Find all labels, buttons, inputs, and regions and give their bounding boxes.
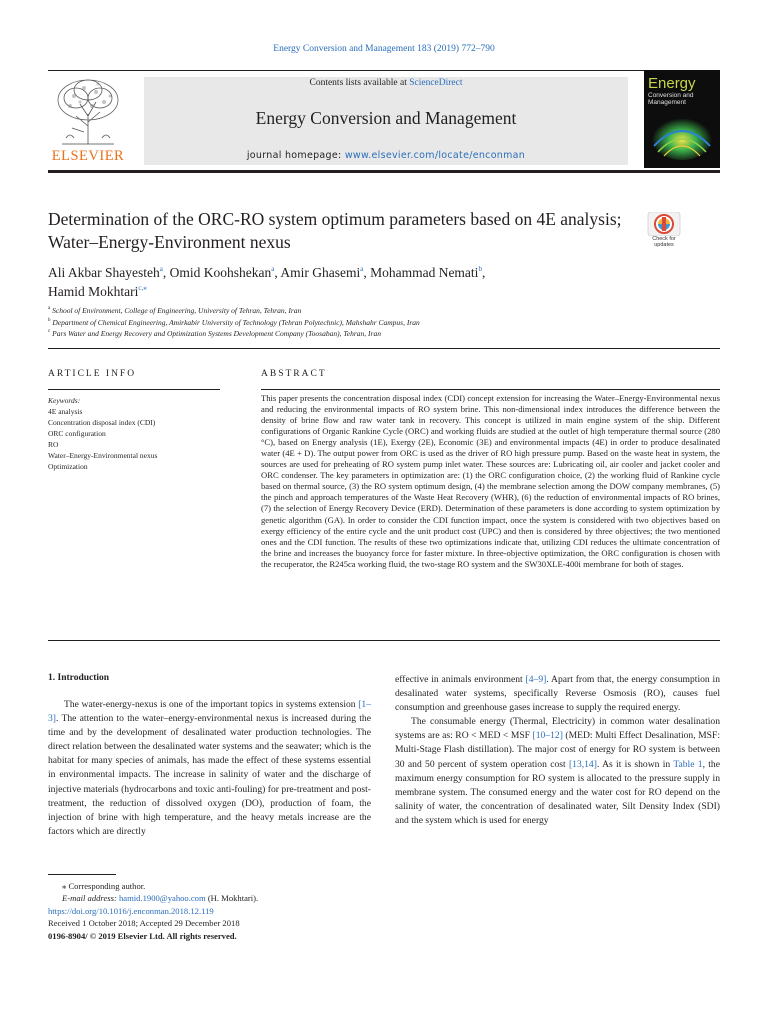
author-affiliation-marker[interactable]: b xyxy=(478,265,482,273)
author-name[interactable]: Ali Akbar Shayesteh xyxy=(48,265,160,280)
article-info-rule xyxy=(48,389,220,390)
author-name[interactable]: Amir Ghasemi xyxy=(280,265,361,280)
homepage-link[interactable]: www.elsevier.com/locate/enconman xyxy=(344,150,526,161)
crossmark-label: Check for updates xyxy=(652,236,676,248)
cover-artwork-icon xyxy=(644,106,720,168)
affiliation-c-text: Pars Water and Energy Recovery and Optimization Systems Development Company (Toosaban), Tehran, Iran xyxy=(52,329,381,338)
keywords-label: Keywords: xyxy=(48,396,81,405)
header-rule-top xyxy=(48,70,720,71)
affiliation-b-text: Department of Chemical Engineering, Amirkabir University of Technology (Tehran Polytechnic), Mahshahr Campus, Iran xyxy=(52,318,420,327)
author-name[interactable]: Hamid Mokhtari xyxy=(48,284,139,299)
body-left-column xyxy=(48,698,371,839)
corresponding-author-note: ⁎ Corresponding author. xyxy=(62,881,146,891)
journal-name: Energy Conversion and Management xyxy=(255,108,517,128)
intro-paragraph-1-continued xyxy=(395,673,720,715)
abstract-end-rule xyxy=(48,640,720,641)
author-separator: , xyxy=(162,265,170,280)
intro-paragraph-2 xyxy=(395,715,720,828)
keyword-item: Optimization xyxy=(48,462,88,471)
paragraph-text: . As it is shown in xyxy=(596,758,674,770)
paper-title: Determination of the ORC-RO system optimum parameters based on 4E analysis; Water–Energy-Environment nexus xyxy=(48,209,622,252)
header-rule-thick xyxy=(48,170,720,173)
author-list xyxy=(48,263,648,301)
body-right-column xyxy=(395,673,720,828)
affiliation-a-text: School of Environment, College of Engineering, University of Tehran, Tehran, Iran xyxy=(52,306,302,315)
paragraph-text: , the maximum energy consumption for RO system is allocated to the pressure supply in membrane system. The consumed energy and the water cost for RO depend on the salinity of water, the concentration of desalinated water, Silt Density Index (SDI) and the system which is used for energy xyxy=(395,758,720,826)
contents-prefix: Contents lists available at xyxy=(309,78,410,88)
citation-link[interactable]: Table 1 xyxy=(673,758,703,770)
citation-link[interactable]: [1–3] xyxy=(48,699,371,725)
keywords-block xyxy=(48,395,220,472)
author-separator: , xyxy=(274,265,281,280)
intro-paragraph-1 xyxy=(48,698,371,839)
footnote-rule xyxy=(48,874,116,875)
author-separator: , xyxy=(363,265,371,280)
crossmark-icon xyxy=(645,212,683,236)
paragraph-text: (MED: Multi Effect Desalination, MSF: Multi-Stage Flash distillation). The major cost of energy for RO system is between 30 and 50 percent of system operation cost xyxy=(395,730,720,770)
introduction-heading: 1. Introduction xyxy=(48,673,110,683)
affiliation-a xyxy=(48,306,301,315)
citation-link[interactable]: [4–9] xyxy=(525,674,547,685)
journal-citation[interactable]: Energy Conversion and Management 183 (2019) 772–790 xyxy=(273,44,495,54)
doi-link[interactable]: https://doi.org/10.1016/j.enconman.2018.12.119 xyxy=(48,905,214,916)
citation-link[interactable]: [13,14] xyxy=(568,758,597,770)
elsevier-tree-icon xyxy=(54,76,122,146)
cover-subtitle: Conversion and Management xyxy=(648,92,694,106)
publisher-wordmark: ELSEVIER xyxy=(51,148,125,164)
keyword-item: Concentration disposal index (CDI) xyxy=(48,418,156,427)
keyword-item: Water–Energy-Environmental nexus xyxy=(48,451,158,460)
copyright-line: 0196-8904/ © 2019 Elsevier Ltd. All rights reserved. xyxy=(48,930,237,941)
article-info-heading: ARTICLE INFO xyxy=(48,369,137,379)
author-affiliation-marker[interactable]: a xyxy=(271,265,275,273)
email-suffix: (H. Mokhtari). xyxy=(205,893,259,904)
paragraph-text: . Apart from that, the energy consumption in desalinated water systems, specifically Reverse Osmosis (RO), causes fuel consumption and greenhouse gases increase to supply the required energy. xyxy=(395,674,720,714)
author-affiliation-marker[interactable]: a xyxy=(360,265,364,273)
affiliation-b xyxy=(48,318,420,327)
paragraph-text: effective in animals environment xyxy=(395,674,526,685)
author-separator: , xyxy=(481,265,486,280)
author-affiliation-marker[interactable]: c,⁎ xyxy=(138,284,147,292)
keyword-item: RO xyxy=(48,440,59,449)
keyword-item: ORC configuration xyxy=(48,429,106,438)
email-link[interactable]: hamid.1900@yahoo.com xyxy=(118,893,206,904)
abstract-body: This paper presents the concentration disposal index (CDI) concept extension for increasing the Water–Energy-Environmental nexus and reducing the environmental impacts of RO system brine. This non-dimensional index introduces the difference between the density of brine flow and raw water tank in recovery. This concept is utilized in main engine system of the ship. Different configurations of Organic Rankine Cycle (ORC) and working fluids are studied at the outlet of high temperature thermal source (280 °C), based on Energy analysis (1E), Exergy (2E), Economic (3E) and environmental impacts (4E) in order to produce desalinated water (4E + D). The output power from ORC is used as the driver of RO high pressure pump. Based on the waste heat in system, the sources are used for preheating of RO system pump inlet water. These sources are: Lubricating oil, air cooler and jacket cooler and ORC condenser. The key parameters in optimization are: (1) the ORC configuration choice, (2) the working fluid of Rankine cycle based on thermal source, (3) the RO system optimum design, (4) the membrane selection among the DOW company membranes, (5) the pinch and approach temperatures of the Waste Heat Recovery (WHR), (6) the reduction of environmental impacts of RO brines, (7) the selection of Energy Recovery Device (ERD). Determination of these parameters is done according to system optimization by genetic algorithm (GA). In order to consider the CDI function impact, once the system is considered with two objectives based on exergy efficiency of the entire cycle and the unit product cost (UPC) and then is considered by three objectives; the two mentioned ones and the CDI function. The results of these two optimizations indicate that, utilizing CDI reduces the ultimate concentration of the brine and increases the buoyancy force for faster mixture. In three-objective optimization, the ORC configuration is chosen with the recuperator, the R245ca working fluid, the two-stage RO system and the SW30XLE-400i membrane for both of stages. xyxy=(261,393,720,569)
author-name[interactable]: Mohammad Nemati xyxy=(370,265,479,280)
affiliation-c xyxy=(48,329,381,338)
email-label: E-mail address: xyxy=(62,893,117,904)
check-for-updates-badge[interactable] xyxy=(645,212,683,252)
homepage-prefix: journal homepage: xyxy=(246,150,345,161)
sciencedirect-link[interactable]: ScienceDirect xyxy=(409,78,463,88)
abstract-rule xyxy=(261,389,720,390)
affiliation-c-marker: c xyxy=(48,329,51,334)
paragraph-text: . The attention to the water–energy-environmental nexus is increased during the time and by the development of desalinated water production technologies. The direct relation between the desalinated water systems and the seawater; which is the habitat for many species of animals, has made the effect of these systems essential in environmental impacts. The increase in salinity of water and the discharge of injective materials (hydrocarbons and toxic anti-fouling) for pre-treatment and post-treatment, the reduction of dissolved oxygen (DO), production of foam, the injection of brine with high temperature, and the heavy metals increase are the factors which are directly xyxy=(48,713,371,837)
keyword-item: 4E analysis xyxy=(48,407,83,416)
homepage-line xyxy=(144,150,628,161)
affiliation-b-marker: b xyxy=(48,318,51,323)
journal-cover-thumbnail[interactable] xyxy=(644,70,720,168)
elsevier-logo[interactable] xyxy=(48,76,128,166)
abstract-heading: ABSTRACT xyxy=(261,369,327,379)
received-dates: Received 1 October 2018; Accepted 29 December 2018 xyxy=(48,918,240,929)
section-rule xyxy=(48,348,720,349)
author-name[interactable]: Omid Koohshekan xyxy=(169,265,272,280)
cover-title: Energy xyxy=(648,75,696,92)
contents-line xyxy=(144,78,628,88)
affiliation-a-marker: a xyxy=(48,306,51,311)
paragraph-text: The water-energy-nexus is one of the important topics in systems extension xyxy=(64,699,359,710)
email-line xyxy=(48,892,448,904)
citation-link[interactable]: [10–12] xyxy=(532,730,563,742)
paragraph-text: The consumable energy (Thermal, Electricity) in common water desalination systems are as: RO < MED < MSF xyxy=(395,716,720,742)
author-affiliation-marker[interactable]: a xyxy=(159,265,163,273)
footnotes xyxy=(48,880,448,942)
